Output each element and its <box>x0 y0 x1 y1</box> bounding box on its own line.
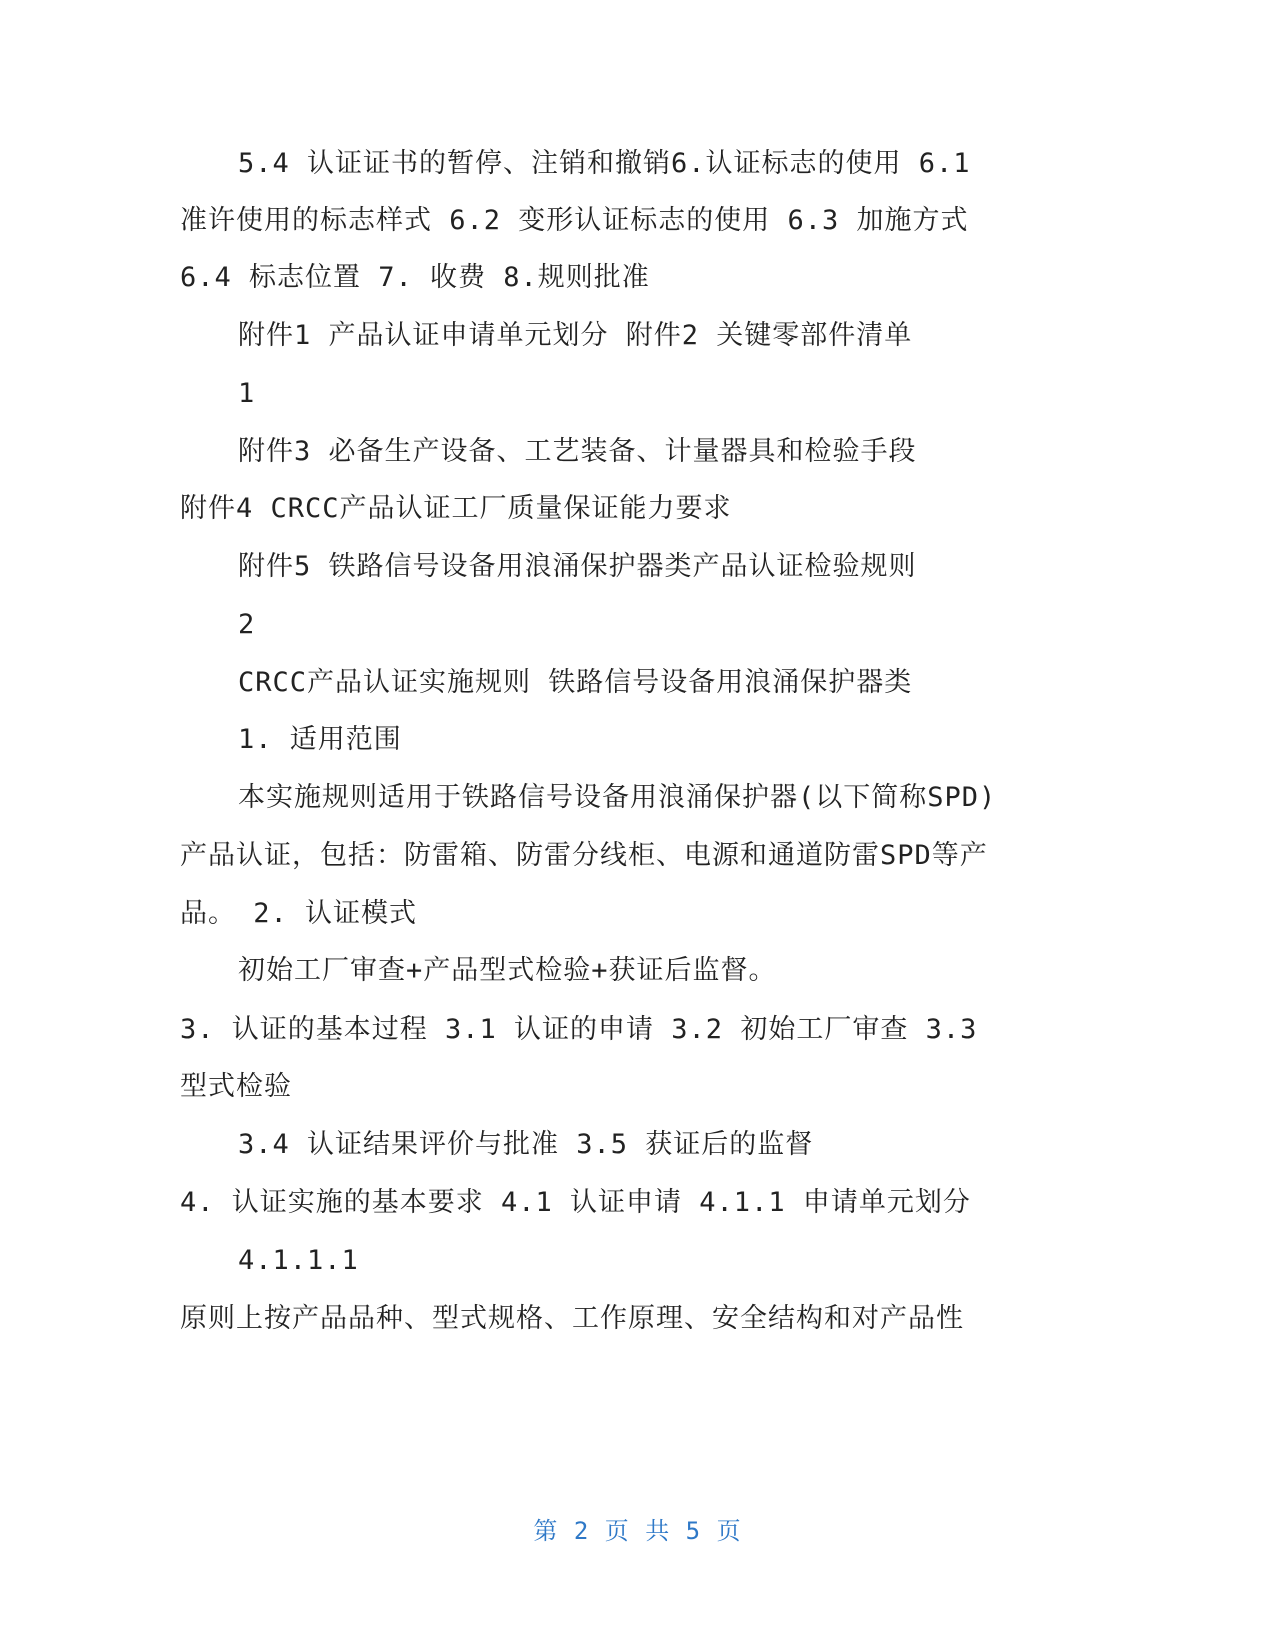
text-line: 3.4 认证结果评价与批准 3.5 获证后的监督 <box>238 1129 814 1160</box>
page-number-marker: 2 <box>238 609 256 640</box>
text-line: 6.4 标志位置 7. 收费 8.规则批准 <box>180 262 650 293</box>
text-line: 5.4 认证证书的暂停、注销和撤销6.认证标志的使用 6.1 <box>238 148 971 179</box>
paragraph-line: 品。 2. 认证模式 <box>180 898 418 929</box>
text-line: 附件3 必备生产设备、工艺装备、计量器具和检验手段 <box>238 436 917 467</box>
text-line: 附件4 CRCC产品认证工厂质量保证能力要求 <box>180 493 732 524</box>
paragraph-line: 原则上按产品品种、型式规格、工作原理、安全结构和对产品性 <box>180 1303 964 1334</box>
paragraph-line: 初始工厂审查+产品型式检验+获证后监督。 <box>238 955 777 986</box>
section-heading: CRCC产品认证实施规则 铁路信号设备用浪涌保护器类 <box>238 667 913 698</box>
text-line: 4.1.1.1 <box>238 1245 359 1276</box>
text-line: 型式检验 <box>180 1071 292 1102</box>
section-heading: 4. 认证实施的基本要求 4.1 认证申请 4.1.1 申请单元划分 <box>180 1187 971 1218</box>
page-footer: 第 2 页 共 5 页 <box>533 1517 742 1545</box>
section-heading: 3. 认证的基本过程 3.1 认证的申请 3.2 初始工厂审查 3.3 <box>180 1014 978 1045</box>
section-heading: 1. 适用范围 <box>238 724 402 755</box>
text-line: 附件5 铁路信号设备用浪涌保护器类产品认证检验规则 <box>238 551 917 582</box>
paragraph-line: 本实施规则适用于铁路信号设备用浪涌保护器(以下简称SPD) <box>238 782 997 813</box>
text-line: 准许使用的标志样式 6.2 变形认证标志的使用 6.3 加施方式 <box>180 205 969 236</box>
page-number-marker: 1 <box>238 378 256 409</box>
paragraph-line: 产品认证，包括：防雷箱、防雷分线柜、电源和通道防雷SPD等产 <box>180 840 988 871</box>
text-line: 附件1 产品认证申请单元划分 附件2 关键零部件清单 <box>238 320 913 351</box>
